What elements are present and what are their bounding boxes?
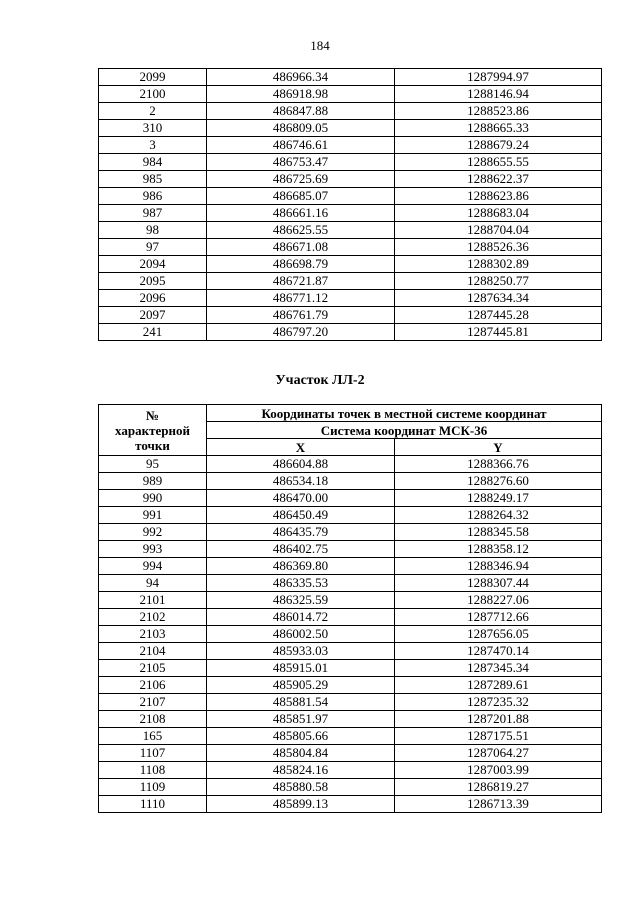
x-coordinate-cell: 486797.20 bbox=[207, 324, 395, 341]
x-coordinate-cell: 486761.79 bbox=[207, 307, 395, 324]
point-header-line: № bbox=[145, 407, 160, 423]
x-coordinate-cell: 485899.13 bbox=[207, 796, 395, 813]
point-number-cell: 2096 bbox=[99, 290, 207, 307]
x-coordinate-cell: 486698.79 bbox=[207, 256, 395, 273]
table-row bbox=[99, 762, 602, 779]
table-row bbox=[99, 694, 602, 711]
x-coordinate-cell: 485851.97 bbox=[207, 711, 395, 728]
y-coordinate-cell: 1288679.24 bbox=[395, 137, 602, 154]
y-coordinate-cell: 1288655.55 bbox=[395, 154, 602, 171]
y-coordinate-cell: 1287003.99 bbox=[395, 762, 602, 779]
y-coordinate-cell: 1286713.39 bbox=[395, 796, 602, 813]
y-coordinate-cell: 1288346.94 bbox=[395, 558, 602, 575]
y-column-header: Y bbox=[395, 439, 602, 456]
table-row bbox=[99, 273, 602, 290]
point-number-cell: 984 bbox=[99, 154, 207, 171]
table-row bbox=[99, 779, 602, 796]
y-coordinate-cell: 1287656.05 bbox=[395, 626, 602, 643]
x-coordinate-cell: 486402.75 bbox=[207, 541, 395, 558]
table-row bbox=[99, 745, 602, 762]
point-number-cell: 992 bbox=[99, 524, 207, 541]
point-number-cell: 2104 bbox=[99, 643, 207, 660]
table-row bbox=[99, 137, 602, 154]
coordinates-header-line1: Координаты точек в местной системе координат bbox=[261, 405, 547, 421]
y-coordinate-cell: 1288250.77 bbox=[395, 273, 602, 290]
x-coordinate-cell: 486470.00 bbox=[207, 490, 395, 507]
x-coordinate-cell: 486721.87 bbox=[207, 273, 395, 290]
table-row bbox=[99, 307, 602, 324]
y-coordinate-cell: 1288623.86 bbox=[395, 188, 602, 205]
y-coordinate-cell: 1287289.61 bbox=[395, 677, 602, 694]
x-coordinate-cell: 485933.03 bbox=[207, 643, 395, 660]
y-coordinate-cell: 1287994.97 bbox=[395, 69, 602, 86]
table-row bbox=[99, 473, 602, 490]
point-number-cell: 94 bbox=[99, 575, 207, 592]
table-row bbox=[99, 524, 602, 541]
table-row bbox=[99, 154, 602, 171]
table-row bbox=[99, 592, 602, 609]
y-coordinate-cell: 1288523.86 bbox=[395, 103, 602, 120]
table-row bbox=[99, 490, 602, 507]
page-number: 184 bbox=[310, 38, 330, 53]
table-row bbox=[99, 558, 602, 575]
point-number-cell: 2100 bbox=[99, 86, 207, 103]
x-coordinate-cell: 486725.69 bbox=[207, 171, 395, 188]
x-coordinate-cell: 486325.59 bbox=[207, 592, 395, 609]
y-coordinate-cell: 1288358.12 bbox=[395, 541, 602, 558]
x-coordinate-cell: 485915.01 bbox=[207, 660, 395, 677]
x-column-header: X bbox=[207, 439, 395, 456]
point-number-cell: 989 bbox=[99, 473, 207, 490]
table2-body bbox=[99, 456, 602, 813]
y-coordinate-cell: 1288249.17 bbox=[395, 490, 602, 507]
x-coordinate-cell: 486604.88 bbox=[207, 456, 395, 473]
x-coordinate-cell: 486369.80 bbox=[207, 558, 395, 575]
coordinates-table-continued bbox=[98, 68, 602, 341]
y-coordinate-cell: 1287235.32 bbox=[395, 694, 602, 711]
point-number-cell: 2105 bbox=[99, 660, 207, 677]
table-row bbox=[99, 205, 602, 222]
point-number-cell: 2097 bbox=[99, 307, 207, 324]
y-coordinate-cell: 1287201.88 bbox=[395, 711, 602, 728]
x-coordinate-cell: 486014.72 bbox=[207, 609, 395, 626]
coordinates-table-ll2 bbox=[98, 404, 602, 813]
point-number-cell: 994 bbox=[99, 558, 207, 575]
table-row bbox=[99, 728, 602, 745]
y-coordinate-cell: 1288683.04 bbox=[395, 205, 602, 222]
table-row bbox=[99, 222, 602, 239]
x-coordinate-cell: 485880.58 bbox=[207, 779, 395, 796]
table-row bbox=[99, 677, 602, 694]
y-coordinate-cell: 1288276.60 bbox=[395, 473, 602, 490]
point-number-cell: 993 bbox=[99, 541, 207, 558]
x-coordinate-cell: 486918.98 bbox=[207, 86, 395, 103]
y-coordinate-cell: 1287064.27 bbox=[395, 745, 602, 762]
table-row bbox=[99, 103, 602, 120]
x-coordinate-cell: 485905.29 bbox=[207, 677, 395, 694]
table2-header bbox=[99, 405, 602, 456]
table-row bbox=[99, 575, 602, 592]
table-row bbox=[99, 643, 602, 660]
y-coordinate-cell: 1288227.06 bbox=[395, 592, 602, 609]
x-coordinate-cell: 485881.54 bbox=[207, 694, 395, 711]
table-row bbox=[99, 256, 602, 273]
x-coordinate-cell: 486685.07 bbox=[207, 188, 395, 205]
y-coordinate-cell: 1287445.28 bbox=[395, 307, 602, 324]
point-number-cell: 2095 bbox=[99, 273, 207, 290]
coordinates-header-line2: Система координат МСК-36 bbox=[320, 422, 488, 438]
point-number-cell: 2108 bbox=[99, 711, 207, 728]
table-row bbox=[99, 120, 602, 137]
x-coordinate-cell: 486625.55 bbox=[207, 222, 395, 239]
point-number-cell: 165 bbox=[99, 728, 207, 745]
point-number-cell: 97 bbox=[99, 239, 207, 256]
x-coordinate-cell: 486847.88 bbox=[207, 103, 395, 120]
table-row bbox=[99, 86, 602, 103]
point-number-cell: 2099 bbox=[99, 69, 207, 86]
point-number-cell: 986 bbox=[99, 188, 207, 205]
y-coordinate-cell: 1287445.81 bbox=[395, 324, 602, 341]
x-coordinate-cell: 486435.79 bbox=[207, 524, 395, 541]
point-number-cell: 2094 bbox=[99, 256, 207, 273]
y-coordinate-cell: 1288302.89 bbox=[395, 256, 602, 273]
table-row bbox=[99, 796, 602, 813]
table1-body bbox=[99, 69, 602, 341]
x-coordinate-cell: 486661.16 bbox=[207, 205, 395, 222]
point-number-cell: 1108 bbox=[99, 762, 207, 779]
table-row bbox=[99, 324, 602, 341]
y-coordinate-cell: 1287175.51 bbox=[395, 728, 602, 745]
x-coordinate-cell: 486809.05 bbox=[207, 120, 395, 137]
x-coordinate-cell: 486002.50 bbox=[207, 626, 395, 643]
point-number-cell: 1109 bbox=[99, 779, 207, 796]
coordinates-header bbox=[207, 405, 602, 422]
x-coordinate-cell: 486966.34 bbox=[207, 69, 395, 86]
point-number-cell: 985 bbox=[99, 171, 207, 188]
section-title: Участок ЛЛ-2 bbox=[275, 373, 365, 388]
table-row bbox=[99, 507, 602, 524]
coordinate-system-header bbox=[207, 422, 602, 439]
y-coordinate-cell: 1288665.33 bbox=[395, 120, 602, 137]
point-number-cell: 1110 bbox=[99, 796, 207, 813]
point-number-cell: 2103 bbox=[99, 626, 207, 643]
y-coordinate-cell: 1288345.58 bbox=[395, 524, 602, 541]
y-coordinate-cell: 1288622.37 bbox=[395, 171, 602, 188]
y-coordinate-cell: 1288526.36 bbox=[395, 239, 602, 256]
x-coordinate-cell: 486671.08 bbox=[207, 239, 395, 256]
point-header-line: точки bbox=[135, 437, 170, 453]
x-coordinate-cell: 486746.61 bbox=[207, 137, 395, 154]
point-number-cell: 95 bbox=[99, 456, 207, 473]
x-coordinate-cell: 486534.18 bbox=[207, 473, 395, 490]
y-coordinate-cell: 1287470.14 bbox=[395, 643, 602, 660]
x-coordinate-cell: 486335.53 bbox=[207, 575, 395, 592]
point-header-line: характерной bbox=[115, 422, 190, 438]
table-row bbox=[99, 626, 602, 643]
table-row bbox=[99, 69, 602, 86]
x-coordinate-cell: 486771.12 bbox=[207, 290, 395, 307]
point-number-cell: 2106 bbox=[99, 677, 207, 694]
point-number-cell: 2 bbox=[99, 103, 207, 120]
x-coordinate-cell: 486450.49 bbox=[207, 507, 395, 524]
table-row bbox=[99, 711, 602, 728]
y-coordinate-cell: 1286819.27 bbox=[395, 779, 602, 796]
point-number-cell: 3 bbox=[99, 137, 207, 154]
point-number-cell: 2107 bbox=[99, 694, 207, 711]
x-coordinate-cell: 485804.84 bbox=[207, 745, 395, 762]
point-number-cell: 241 bbox=[99, 324, 207, 341]
table-row bbox=[99, 541, 602, 558]
point-number-cell: 98 bbox=[99, 222, 207, 239]
table-row bbox=[99, 171, 602, 188]
x-coordinate-cell: 485805.66 bbox=[207, 728, 395, 745]
table-row bbox=[99, 188, 602, 205]
table-row bbox=[99, 239, 602, 256]
y-coordinate-cell: 1288264.32 bbox=[395, 507, 602, 524]
y-coordinate-cell: 1288307.44 bbox=[395, 575, 602, 592]
point-number-cell: 2102 bbox=[99, 609, 207, 626]
x-coordinate-cell: 486753.47 bbox=[207, 154, 395, 171]
y-coordinate-cell: 1287345.34 bbox=[395, 660, 602, 677]
point-number-cell: 2101 bbox=[99, 592, 207, 609]
table-row bbox=[99, 290, 602, 307]
table-row bbox=[99, 456, 602, 473]
y-coordinate-cell: 1288704.04 bbox=[395, 222, 602, 239]
table-row bbox=[99, 609, 602, 626]
point-number-header bbox=[99, 405, 207, 456]
y-coordinate-cell: 1287712.66 bbox=[395, 609, 602, 626]
y-coordinate-cell: 1288146.94 bbox=[395, 86, 602, 103]
point-number-cell: 990 bbox=[99, 490, 207, 507]
table-row bbox=[99, 660, 602, 677]
point-number-cell: 310 bbox=[99, 120, 207, 137]
point-number-cell: 1107 bbox=[99, 745, 207, 762]
y-coordinate-cell: 1287634.34 bbox=[395, 290, 602, 307]
x-coordinate-cell: 485824.16 bbox=[207, 762, 395, 779]
point-number-cell: 991 bbox=[99, 507, 207, 524]
y-coordinate-cell: 1288366.76 bbox=[395, 456, 602, 473]
point-number-cell: 987 bbox=[99, 205, 207, 222]
